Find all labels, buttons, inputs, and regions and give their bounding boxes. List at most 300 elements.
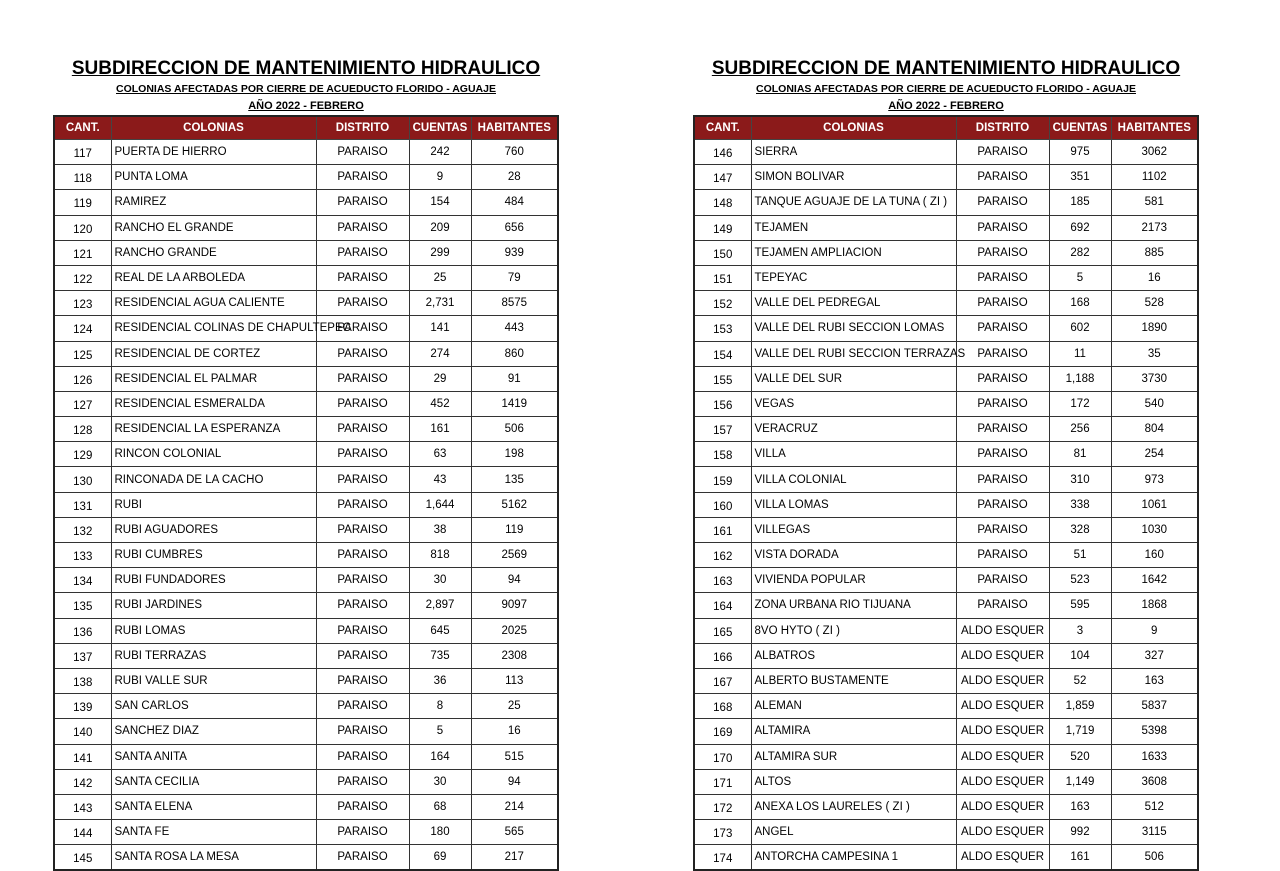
cell-habitantes: 506 — [471, 417, 558, 442]
cell-colonia: TANQUE AGUAJE DE LA TUNA ( ZI ) — [751, 190, 956, 215]
cell-distrito: PARAISO — [316, 568, 409, 593]
cell-cuentas: 818 — [409, 543, 471, 568]
cell-cant: 128 — [54, 417, 111, 442]
table-row — [54, 643, 558, 668]
table-row — [54, 719, 558, 744]
table-row — [694, 820, 1198, 845]
table-row — [694, 442, 1198, 467]
cell-cant: 136 — [54, 618, 111, 643]
cell-colonia: VILLA — [751, 442, 956, 467]
cell-cuentas: 9 — [409, 165, 471, 190]
cell-cant: 138 — [54, 668, 111, 693]
cell-habitantes: 512 — [1111, 794, 1198, 819]
cell-distrito: ALDO ESQUER — [956, 643, 1049, 668]
cell-cant: 161 — [694, 517, 751, 542]
cell-colonia: SIMON BOLIVAR — [751, 165, 956, 190]
table-row — [694, 543, 1198, 568]
table-row — [694, 240, 1198, 265]
cell-colonia: TEJAMEN AMPLIACION — [751, 240, 956, 265]
header-cant: CANT. — [54, 116, 111, 140]
left-panel — [53, 58, 559, 871]
cell-cuentas: 172 — [1049, 391, 1111, 416]
cell-cuentas: 992 — [1049, 820, 1111, 845]
cell-colonia: ALEMAN — [751, 694, 956, 719]
cell-distrito: PARAISO — [316, 618, 409, 643]
cell-distrito: PARAISO — [316, 165, 409, 190]
table-row — [694, 190, 1198, 215]
cell-distrito: PARAISO — [956, 190, 1049, 215]
cell-habitantes: 860 — [471, 341, 558, 366]
table-row — [54, 820, 558, 845]
cell-cuentas: 2,897 — [409, 593, 471, 618]
period-label: AÑO 2022 - FEBRERO — [248, 100, 364, 112]
cell-habitantes: 1890 — [1111, 316, 1198, 341]
cell-cant: 141 — [54, 744, 111, 769]
table-row — [694, 492, 1198, 517]
cell-habitantes: 5837 — [1111, 694, 1198, 719]
cell-habitantes: 885 — [1111, 240, 1198, 265]
cell-cant: 130 — [54, 467, 111, 492]
cell-distrito: PARAISO — [316, 769, 409, 794]
cell-cuentas: 735 — [409, 643, 471, 668]
cell-distrito: PARAISO — [956, 165, 1049, 190]
cell-colonia: VISTA DORADA — [751, 543, 956, 568]
cell-cuentas: 351 — [1049, 165, 1111, 190]
cell-habitantes: 3062 — [1111, 140, 1198, 165]
cell-cuentas: 310 — [1049, 467, 1111, 492]
table-header-row — [54, 116, 558, 140]
header-cant: CANT. — [694, 116, 751, 140]
cell-habitantes: 565 — [471, 820, 558, 845]
cell-habitantes: 506 — [1111, 845, 1198, 871]
table-row — [694, 769, 1198, 794]
cell-cuentas: 163 — [1049, 794, 1111, 819]
cell-cant: 162 — [694, 543, 751, 568]
cell-colonia: RUBI — [111, 492, 316, 517]
cell-cant: 172 — [694, 794, 751, 819]
cell-cuentas: 30 — [409, 568, 471, 593]
table-row — [694, 291, 1198, 316]
cell-cant: 123 — [54, 291, 111, 316]
cell-distrito: ALDO ESQUER — [956, 744, 1049, 769]
cell-cuentas: 104 — [1049, 643, 1111, 668]
cell-colonia: SANTA ANITA — [111, 744, 316, 769]
cell-cant: 160 — [694, 492, 751, 517]
page-subtitle: COLONIAS AFECTADAS POR CIERRE DE ACUEDUCTO FLORIDO - AGUAJE — [116, 83, 496, 95]
table-row — [54, 240, 558, 265]
cell-cant: 153 — [694, 316, 751, 341]
cell-distrito: PARAISO — [316, 517, 409, 542]
cell-distrito: PARAISO — [956, 341, 1049, 366]
table-row — [54, 694, 558, 719]
table-row — [54, 265, 558, 290]
table-row — [54, 492, 558, 517]
cell-colonia: VERACRUZ — [751, 417, 956, 442]
cell-habitantes: 939 — [471, 240, 558, 265]
table-row — [54, 769, 558, 794]
table-row — [694, 694, 1198, 719]
table-row — [694, 845, 1198, 871]
table-row — [54, 668, 558, 693]
table-row — [54, 744, 558, 769]
table-row — [694, 744, 1198, 769]
cell-cuentas: 69 — [409, 845, 471, 871]
cell-colonia: ZONA URBANA RIO TIJUANA — [751, 593, 956, 618]
cell-cuentas: 692 — [1049, 215, 1111, 240]
cell-cant: 135 — [54, 593, 111, 618]
cell-cant: 122 — [54, 265, 111, 290]
cell-cant: 150 — [694, 240, 751, 265]
cell-cant: 117 — [54, 140, 111, 165]
table-row — [54, 467, 558, 492]
cell-colonia: ALBERTO BUSTAMENTE — [751, 668, 956, 693]
cell-habitantes: 94 — [471, 568, 558, 593]
table-body-left — [54, 140, 558, 871]
cell-habitantes: 163 — [1111, 668, 1198, 693]
cell-colonia: TEPEYAC — [751, 265, 956, 290]
cell-cuentas: 299 — [409, 240, 471, 265]
cell-cuentas: 168 — [1049, 291, 1111, 316]
cell-colonia: ANGEL — [751, 820, 956, 845]
cell-distrito: PARAISO — [956, 593, 1049, 618]
cell-cant: 157 — [694, 417, 751, 442]
cell-distrito: PARAISO — [316, 140, 409, 165]
cell-colonia: TEJAMEN — [751, 215, 956, 240]
cell-cuentas: 209 — [409, 215, 471, 240]
cell-colonia: VILLEGAS — [751, 517, 956, 542]
cell-habitantes: 9 — [1111, 618, 1198, 643]
cell-cuentas: 975 — [1049, 140, 1111, 165]
table-row — [694, 668, 1198, 693]
cell-cant: 158 — [694, 442, 751, 467]
cell-cant: 132 — [54, 517, 111, 542]
cell-habitantes: 5162 — [471, 492, 558, 517]
cell-distrito: ALDO ESQUER — [956, 719, 1049, 744]
cell-colonia: ANEXA LOS LAURELES ( ZI ) — [751, 794, 956, 819]
table-row — [694, 140, 1198, 165]
cell-colonia: VILLA COLONIAL — [751, 467, 956, 492]
table-row — [54, 190, 558, 215]
cell-habitantes: 973 — [1111, 467, 1198, 492]
cell-colonia: SANTA ROSA LA MESA — [111, 845, 316, 871]
cell-cant: 167 — [694, 668, 751, 693]
table-row — [694, 215, 1198, 240]
cell-cant: 174 — [694, 845, 751, 871]
cell-cuentas: 602 — [1049, 316, 1111, 341]
cell-cuentas: 52 — [1049, 668, 1111, 693]
cell-cant: 146 — [694, 140, 751, 165]
cell-habitantes: 25 — [471, 694, 558, 719]
table-row — [54, 215, 558, 240]
cell-colonia: RUBI JARDINES — [111, 593, 316, 618]
page-title: SUBDIRECCION DE MANTENIMIENTO HIDRAULICO — [71, 58, 541, 79]
cell-cant: 147 — [694, 165, 751, 190]
table-row — [54, 593, 558, 618]
page-title: SUBDIRECCION DE MANTENIMIENTO HIDRAULICO — [711, 58, 1181, 79]
cell-cuentas: 81 — [1049, 442, 1111, 467]
cell-habitantes: 443 — [471, 316, 558, 341]
cell-cant: 171 — [694, 769, 751, 794]
cell-cuentas: 185 — [1049, 190, 1111, 215]
table-row — [694, 165, 1198, 190]
table-row — [694, 366, 1198, 391]
cell-habitantes: 35 — [1111, 341, 1198, 366]
cell-distrito: ALDO ESQUER — [956, 618, 1049, 643]
cell-cuentas: 43 — [409, 467, 471, 492]
cell-distrito: PARAISO — [956, 291, 1049, 316]
cell-cuentas: 25 — [409, 265, 471, 290]
cell-colonia: 8VO HYTO ( ZI ) — [751, 618, 956, 643]
cell-distrito: PARAISO — [316, 845, 409, 871]
cell-cant: 145 — [54, 845, 111, 871]
cell-habitantes: 581 — [1111, 190, 1198, 215]
cell-distrito: ALDO ESQUER — [956, 769, 1049, 794]
cell-distrito: PARAISO — [316, 794, 409, 819]
cell-habitantes: 528 — [1111, 291, 1198, 316]
cell-distrito: ALDO ESQUER — [956, 694, 1049, 719]
cell-cant: 151 — [694, 265, 751, 290]
cell-cuentas: 1,149 — [1049, 769, 1111, 794]
cell-habitantes: 28 — [471, 165, 558, 190]
cell-cant: 165 — [694, 618, 751, 643]
cell-distrito: PARAISO — [316, 265, 409, 290]
cell-distrito: PARAISO — [956, 442, 1049, 467]
page-subtitle: COLONIAS AFECTADAS POR CIERRE DE ACUEDUCTO FLORIDO - AGUAJE — [756, 83, 1136, 95]
cell-cuentas: 180 — [409, 820, 471, 845]
cell-habitantes: 484 — [471, 190, 558, 215]
cell-cant: 149 — [694, 215, 751, 240]
cell-habitantes: 214 — [471, 794, 558, 819]
header-cuentas: CUENTAS — [409, 116, 471, 140]
cell-colonia: RUBI AGUADORES — [111, 517, 316, 542]
header-distrito: DISTRITO — [316, 116, 409, 140]
table-row — [54, 316, 558, 341]
cell-habitantes: 8575 — [471, 291, 558, 316]
cell-cuentas: 595 — [1049, 593, 1111, 618]
cell-colonia: RAMIREZ — [111, 190, 316, 215]
cell-cant: 155 — [694, 366, 751, 391]
table-row — [694, 467, 1198, 492]
cell-colonia: REAL DE LA ARBOLEDA — [111, 265, 316, 290]
cell-cant: 156 — [694, 391, 751, 416]
cell-cant: 142 — [54, 769, 111, 794]
table-row — [694, 593, 1198, 618]
table-row — [54, 366, 558, 391]
cell-habitantes: 656 — [471, 215, 558, 240]
cell-colonia: VILLA LOMAS — [751, 492, 956, 517]
cell-habitantes: 1642 — [1111, 568, 1198, 593]
cell-colonia: ALTOS — [751, 769, 956, 794]
cell-cuentas: 164 — [409, 744, 471, 769]
table-row — [54, 618, 558, 643]
cell-distrito: PARAISO — [956, 517, 1049, 542]
cell-distrito: PARAISO — [316, 240, 409, 265]
cell-distrito: PARAISO — [316, 719, 409, 744]
table-body-right — [694, 140, 1198, 871]
cell-cant: 170 — [694, 744, 751, 769]
cell-habitantes: 160 — [1111, 543, 1198, 568]
cell-cant: 121 — [54, 240, 111, 265]
cell-colonia: RUBI LOMAS — [111, 618, 316, 643]
cell-cant: 140 — [54, 719, 111, 744]
cell-cuentas: 2,731 — [409, 291, 471, 316]
cell-distrito: PARAISO — [316, 316, 409, 341]
cell-habitantes: 3608 — [1111, 769, 1198, 794]
cell-cant: 173 — [694, 820, 751, 845]
cell-cuentas: 1,859 — [1049, 694, 1111, 719]
cell-colonia: RESIDENCIAL DE CORTEZ — [111, 341, 316, 366]
cell-cuentas: 338 — [1049, 492, 1111, 517]
cell-distrito: ALDO ESQUER — [956, 845, 1049, 871]
header-colonias: COLONIAS — [111, 116, 316, 140]
cell-habitantes: 198 — [471, 442, 558, 467]
cell-cuentas: 1,719 — [1049, 719, 1111, 744]
cell-cuentas: 452 — [409, 391, 471, 416]
cell-cant: 124 — [54, 316, 111, 341]
cell-cuentas: 645 — [409, 618, 471, 643]
cell-colonia: VEGAS — [751, 391, 956, 416]
cell-colonia: PUNTA LOMA — [111, 165, 316, 190]
cell-distrito: PARAISO — [956, 417, 1049, 442]
table-row — [54, 568, 558, 593]
cell-habitantes: 3730 — [1111, 366, 1198, 391]
cell-colonia: RINCON COLONIAL — [111, 442, 316, 467]
table-row — [54, 291, 558, 316]
cell-cuentas: 282 — [1049, 240, 1111, 265]
cell-colonia: RESIDENCIAL EL PALMAR — [111, 366, 316, 391]
cell-distrito: PARAISO — [956, 140, 1049, 165]
cell-cuentas: 274 — [409, 341, 471, 366]
cell-habitantes: 3115 — [1111, 820, 1198, 845]
period-label: AÑO 2022 - FEBRERO — [888, 100, 1004, 112]
cell-cuentas: 30 — [409, 769, 471, 794]
header-distrito: DISTRITO — [956, 116, 1049, 140]
cell-habitantes: 1030 — [1111, 517, 1198, 542]
table-row — [694, 794, 1198, 819]
header-cuentas: CUENTAS — [1049, 116, 1111, 140]
table-row — [694, 568, 1198, 593]
cell-distrito: PARAISO — [956, 543, 1049, 568]
cell-cant: 131 — [54, 492, 111, 517]
colonias-table-left — [53, 115, 559, 871]
cell-distrito: PARAISO — [316, 543, 409, 568]
table-row — [54, 442, 558, 467]
table-row — [694, 517, 1198, 542]
cell-cant: 118 — [54, 165, 111, 190]
cell-cuentas: 5 — [1049, 265, 1111, 290]
cell-cuentas: 36 — [409, 668, 471, 693]
cell-habitantes: 119 — [471, 517, 558, 542]
cell-cant: 129 — [54, 442, 111, 467]
table-row — [694, 719, 1198, 744]
cell-cuentas: 11 — [1049, 341, 1111, 366]
cell-habitantes: 79 — [471, 265, 558, 290]
table-row — [54, 794, 558, 819]
table-row — [54, 845, 558, 871]
table-row — [694, 391, 1198, 416]
cell-distrito: PARAISO — [956, 265, 1049, 290]
cell-cant: 144 — [54, 820, 111, 845]
table-row — [54, 341, 558, 366]
cell-habitantes: 1419 — [471, 391, 558, 416]
cell-cant: 166 — [694, 643, 751, 668]
cell-cuentas: 68 — [409, 794, 471, 819]
cell-distrito: PARAISO — [316, 643, 409, 668]
cell-colonia: RUBI FUNDADORES — [111, 568, 316, 593]
cell-habitantes: 760 — [471, 140, 558, 165]
cell-colonia: ANTORCHA CAMPESINA 1 — [751, 845, 956, 871]
cell-habitantes: 1868 — [1111, 593, 1198, 618]
cell-cuentas: 8 — [409, 694, 471, 719]
table-row — [54, 543, 558, 568]
cell-habitantes: 9097 — [471, 593, 558, 618]
right-panel — [693, 58, 1199, 871]
cell-cuentas: 63 — [409, 442, 471, 467]
cell-habitantes: 540 — [1111, 391, 1198, 416]
cell-distrito: PARAISO — [316, 391, 409, 416]
header-habitantes: HABITANTES — [471, 116, 558, 140]
cell-cuentas: 29 — [409, 366, 471, 391]
cell-cuentas: 51 — [1049, 543, 1111, 568]
cell-distrito: PARAISO — [956, 240, 1049, 265]
cell-cuentas: 154 — [409, 190, 471, 215]
cell-distrito: PARAISO — [316, 291, 409, 316]
cell-cant: 139 — [54, 694, 111, 719]
cell-distrito: PARAISO — [956, 316, 1049, 341]
cell-habitantes: 1061 — [1111, 492, 1198, 517]
cell-habitantes: 5398 — [1111, 719, 1198, 744]
cell-colonia: VALLE DEL SUR — [751, 366, 956, 391]
cell-habitantes: 804 — [1111, 417, 1198, 442]
cell-distrito: PARAISO — [316, 442, 409, 467]
cell-colonia: RUBI VALLE SUR — [111, 668, 316, 693]
cell-cant: 119 — [54, 190, 111, 215]
cell-distrito: ALDO ESQUER — [956, 794, 1049, 819]
cell-colonia: SANTA ELENA — [111, 794, 316, 819]
cell-cuentas: 38 — [409, 517, 471, 542]
cell-cuentas: 242 — [409, 140, 471, 165]
cell-cuentas: 161 — [409, 417, 471, 442]
cell-habitantes: 1102 — [1111, 165, 1198, 190]
header-habitantes: HABITANTES — [1111, 116, 1198, 140]
cell-cant: 169 — [694, 719, 751, 744]
cell-habitantes: 254 — [1111, 442, 1198, 467]
table-row — [54, 391, 558, 416]
cell-cant: 125 — [54, 341, 111, 366]
cell-colonia: RUBI CUMBRES — [111, 543, 316, 568]
cell-distrito: ALDO ESQUER — [956, 820, 1049, 845]
cell-cuentas: 1,188 — [1049, 366, 1111, 391]
cell-colonia: SANTA CECILIA — [111, 769, 316, 794]
cell-cuentas: 161 — [1049, 845, 1111, 871]
cell-habitantes: 16 — [1111, 265, 1198, 290]
cell-colonia: ALTAMIRA SUR — [751, 744, 956, 769]
table-row — [54, 417, 558, 442]
cell-distrito: PARAISO — [316, 820, 409, 845]
cell-distrito: PARAISO — [316, 366, 409, 391]
cell-colonia: RESIDENCIAL LA ESPERANZA — [111, 417, 316, 442]
header-colonias: COLONIAS — [751, 116, 956, 140]
cell-habitantes: 135 — [471, 467, 558, 492]
cell-colonia: RESIDENCIAL ESMERALDA — [111, 391, 316, 416]
cell-colonia: SANTA FE — [111, 820, 316, 845]
cell-cuentas: 523 — [1049, 568, 1111, 593]
colonias-table-right — [693, 115, 1199, 871]
cell-cant: 133 — [54, 543, 111, 568]
cell-colonia: RINCONADA DE LA CACHO — [111, 467, 316, 492]
cell-habitantes: 91 — [471, 366, 558, 391]
cell-distrito: PARAISO — [316, 215, 409, 240]
